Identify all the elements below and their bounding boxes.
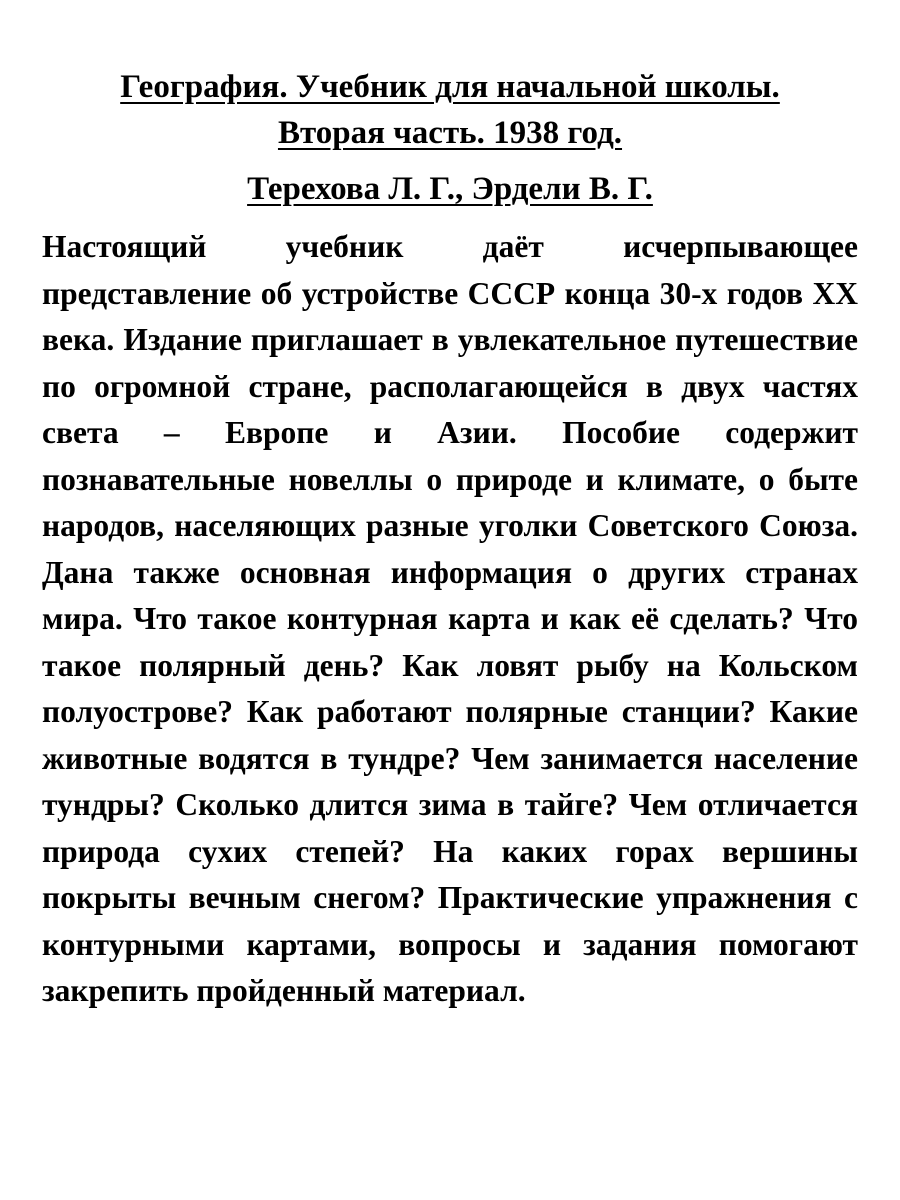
document-title-line-1: География. Учебник для начальной школы.: [120, 69, 780, 105]
document-description: Настоящий учебник даёт исчерпывающее представление об устройстве СССР конца 30-х годов XX века. Издание приглашает в увлекательное путешествие по огромной стране, располагающейся в двух частях света – Европе и Азии. Пособие содержит познавательные новеллы о природе и климате, о быте народов, населяющих разные уголки Советского Союза. Дана также основная информация о других странах мира. Что такое контурная карта и как её сделать? Что такое полярный день? Как ловят рыбу на Кольском полуострове? Как работают полярные станции? Какие животные водятся в тундре? Чем занимается население тундры? Сколько длится зима в тайге? Чем отличается природа сухих степей? На каких горах вершины покрыты вечным снегом? Практические упражнения с контурными картами, вопросы и задания помогают закрепить пройденный материал.: [42, 229, 858, 1008]
document-authors: Терехова Л. Г., Эрдели В. Г.: [247, 171, 653, 207]
document-title-line-2: Вторая часть. 1938 год.: [277, 115, 623, 151]
